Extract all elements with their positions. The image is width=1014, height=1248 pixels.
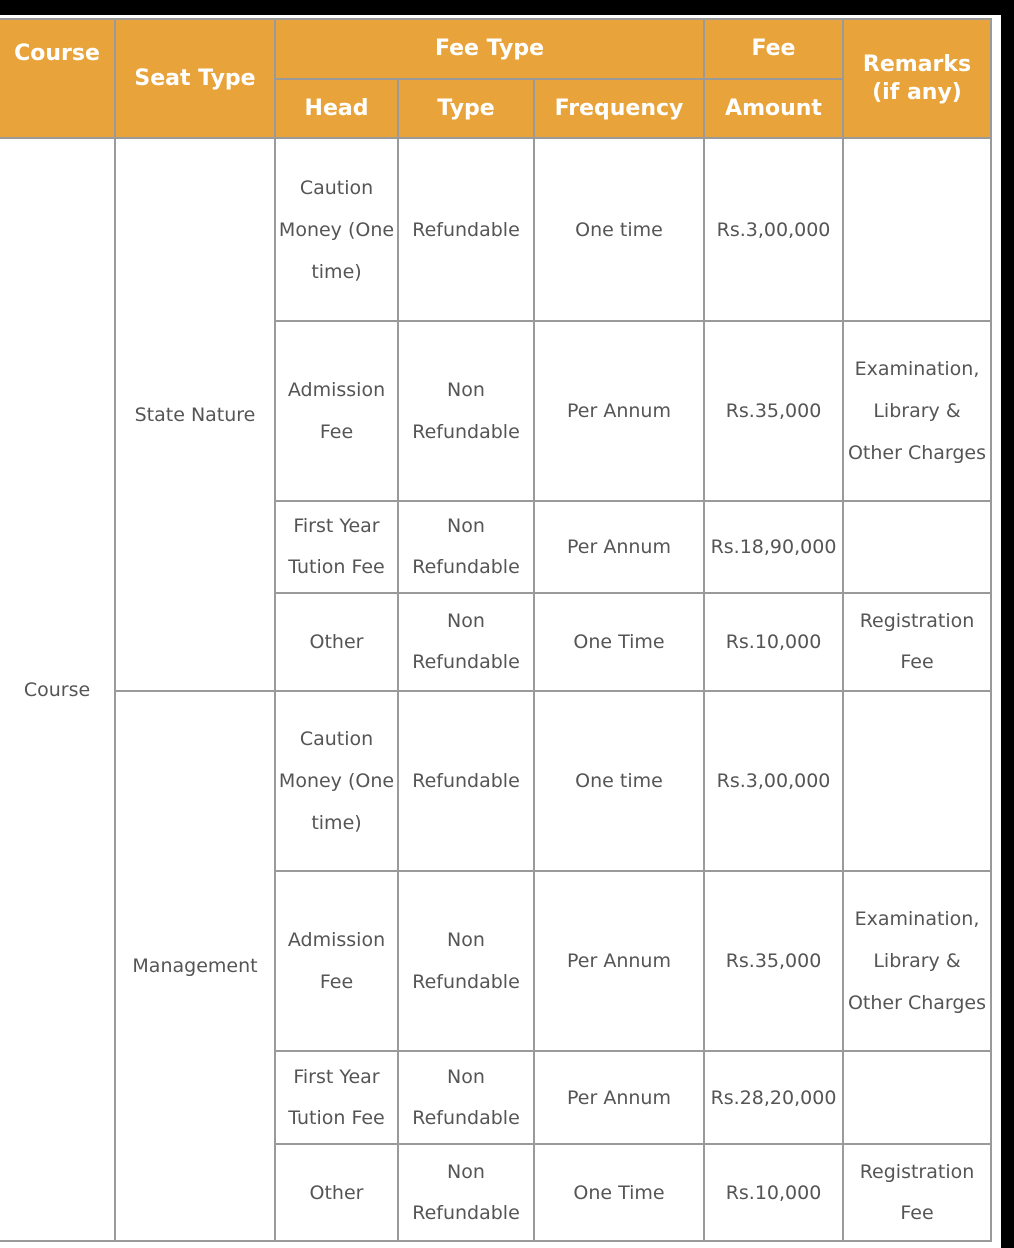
amount-cell: Rs.3,00,000: [704, 691, 843, 871]
fee-structure-table: [0, 18, 992, 1242]
header-seat-type: Seat Type: [115, 19, 275, 138]
head-cell: First Year Tution Fee: [275, 501, 398, 593]
header-head: Head: [275, 79, 398, 138]
table-row: [0, 138, 991, 321]
remarks-cell: Registration Fee: [843, 593, 991, 691]
remarks-cell: [843, 691, 991, 871]
header-amount: Amount: [704, 79, 843, 138]
remarks-cell: Examination, Library & Other Charges: [843, 321, 991, 501]
type-cell: Non Refundable: [398, 1144, 534, 1241]
frequency-cell: Per Annum: [534, 501, 704, 593]
course-cell: Course: [0, 138, 115, 1241]
header-frequency: Frequency: [534, 79, 704, 138]
frequency-cell: Per Annum: [534, 321, 704, 501]
amount-cell: Rs.35,000: [704, 871, 843, 1051]
right-black-bar: [1001, 0, 1014, 1248]
type-cell: Non Refundable: [398, 1051, 534, 1144]
amount-cell: Rs.35,000: [704, 321, 843, 501]
head-cell: Other: [275, 1144, 398, 1241]
frequency-cell: One Time: [534, 1144, 704, 1241]
frequency-cell: Per Annum: [534, 1051, 704, 1144]
remarks-cell: Examination, Library & Other Charges: [843, 871, 991, 1051]
header-type: Type: [398, 79, 534, 138]
head-cell: First Year Tution Fee: [275, 1051, 398, 1144]
frequency-cell: One Time: [534, 593, 704, 691]
frequency-cell: One time: [534, 691, 704, 871]
head-cell: Other: [275, 593, 398, 691]
head-cell: Admission Fee: [275, 321, 398, 501]
type-cell: Non Refundable: [398, 501, 534, 593]
amount-cell: Rs.28,20,000: [704, 1051, 843, 1144]
remarks-cell: [843, 501, 991, 593]
header-course: Course: [0, 19, 115, 138]
seat-type-cell: State Nature: [115, 138, 275, 691]
amount-cell: Rs.10,000: [704, 1144, 843, 1241]
head-cell: Caution Money (One time): [275, 138, 398, 321]
header-remarks-line2: (if any): [872, 79, 962, 105]
header-remarks: [843, 19, 991, 138]
header-remarks-line1: Remarks: [862, 51, 972, 77]
amount-cell: Rs.18,90,000: [704, 501, 843, 593]
frequency-cell: Per Annum: [534, 871, 704, 1051]
head-cell: Caution Money (One time): [275, 691, 398, 871]
top-black-bar: [0, 0, 1014, 15]
header-fee: Fee: [704, 19, 843, 79]
remarks-cell: [843, 1051, 991, 1144]
seat-type-cell: Management: [115, 691, 275, 1241]
type-cell: Refundable: [398, 138, 534, 321]
type-cell: Refundable: [398, 691, 534, 871]
type-cell: Non Refundable: [398, 593, 534, 691]
header-fee-type: Fee Type: [275, 19, 704, 79]
remarks-cell: [843, 138, 991, 321]
type-cell: Non Refundable: [398, 321, 534, 501]
table-row: [0, 691, 991, 871]
type-cell: Non Refundable: [398, 871, 534, 1051]
frequency-cell: One time: [534, 138, 704, 321]
amount-cell: Rs.10,000: [704, 593, 843, 691]
amount-cell: Rs.3,00,000: [704, 138, 843, 321]
remarks-cell: Registration Fee: [843, 1144, 991, 1241]
head-cell: Admission Fee: [275, 871, 398, 1051]
